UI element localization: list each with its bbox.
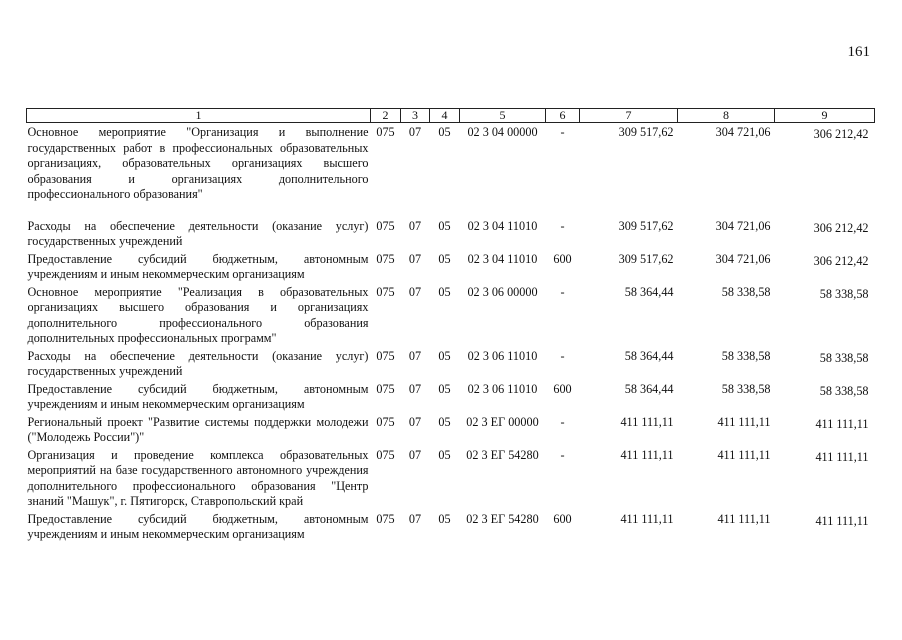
ministry-code: 075 xyxy=(376,447,395,462)
row-description: Расходы на обеспечение деятельности (оказание услуг) государственных учреждений xyxy=(27,348,369,378)
amount-col-9: 58 338,58 xyxy=(819,383,869,398)
expense-type: - xyxy=(560,125,565,139)
target-article: 02 3 04 11010 xyxy=(467,218,538,233)
section-code: 07 xyxy=(408,511,422,526)
table-row xyxy=(27,347,875,380)
table-row xyxy=(27,413,875,446)
amount-col-9: 411 111,11 xyxy=(815,513,869,528)
ministry-code: 075 xyxy=(376,218,395,233)
subsection-code: 05 xyxy=(438,447,451,462)
section-code: 07 xyxy=(408,348,422,363)
page-number: 161 xyxy=(847,44,870,60)
expense-type: - xyxy=(560,414,565,429)
amount-col-8: 411 111,11 xyxy=(717,414,771,429)
table-row xyxy=(27,510,875,543)
budget-table xyxy=(26,108,875,543)
header-cell: 3 xyxy=(401,109,430,123)
amount-col-8: 411 111,11 xyxy=(717,511,771,526)
amount-col-8: 58 338,58 xyxy=(721,348,771,363)
amount-col-7: 411 111,11 xyxy=(620,414,674,429)
header-cell: 2 xyxy=(371,109,401,123)
amount-col-7: 58 364,44 xyxy=(624,284,674,299)
target-article: 02 3 06 11010 xyxy=(467,381,538,396)
section-code: 07 xyxy=(408,251,422,266)
ministry-code: 075 xyxy=(376,125,395,139)
subsection-code: 05 xyxy=(438,414,451,429)
subsection-code: 05 xyxy=(438,511,451,526)
ministry-code: 075 xyxy=(376,381,395,396)
amount-col-7: 309 517,62 xyxy=(618,125,674,139)
subsection-code: 05 xyxy=(438,348,451,363)
ministry-code: 075 xyxy=(376,284,395,299)
header-cell: 6 xyxy=(546,109,580,123)
amount-col-8: 304 721,06 xyxy=(715,218,771,233)
subsection-code: 05 xyxy=(438,284,451,299)
ministry-code: 075 xyxy=(376,348,395,363)
amount-col-9: 411 111,11 xyxy=(815,416,869,431)
amount-col-9: 58 338,58 xyxy=(819,286,869,301)
table-row xyxy=(27,446,875,510)
amount-col-8: 58 338,58 xyxy=(721,284,771,299)
amount-col-9: 306 212,42 xyxy=(813,127,869,141)
amount-col-7: 411 111,11 xyxy=(620,447,674,462)
header-cell: 5 xyxy=(460,109,546,123)
expense-type: - xyxy=(560,447,565,462)
amount-col-7: 309 517,62 xyxy=(618,251,674,266)
amount-col-8: 304 721,06 xyxy=(715,251,771,266)
amount-col-9: 306 212,42 xyxy=(813,253,869,268)
header-cell: 4 xyxy=(430,109,460,123)
section-code: 07 xyxy=(408,414,422,429)
row-description: Предоставление субсидий бюджетным, автономным учреждениям и иным некоммерческим организациям xyxy=(27,381,369,411)
subsection-code: 05 xyxy=(438,218,451,233)
header-cell: 7 xyxy=(580,109,678,123)
expense-type: - xyxy=(560,284,565,299)
table-row xyxy=(27,283,875,347)
amount-col-7: 309 517,62 xyxy=(618,218,674,233)
target-article: 02 3 ЕГ 54280 xyxy=(466,447,539,462)
section-code: 07 xyxy=(408,447,422,462)
table-row xyxy=(27,217,875,250)
ministry-code: 075 xyxy=(376,511,395,526)
subsection-code: 05 xyxy=(438,125,451,139)
row-description: Расходы на обеспечение деятельности (оказание услуг) государственных учреждений xyxy=(27,218,369,248)
header-cell: 1 xyxy=(27,109,371,123)
target-article: 02 3 04 11010 xyxy=(467,251,538,266)
amount-col-8: 411 111,11 xyxy=(717,447,771,462)
table-header-row xyxy=(27,109,875,123)
ministry-code: 075 xyxy=(376,251,395,266)
amount-col-9: 411 111,11 xyxy=(815,449,869,464)
table-row xyxy=(27,250,875,283)
table-row xyxy=(27,123,875,203)
row-description: Региональный проект "Развитие системы поддержки молодежи ("Молодежь России")" xyxy=(27,414,369,444)
amount-col-7: 58 364,44 xyxy=(624,381,674,396)
header-cell: 8 xyxy=(678,109,775,123)
section-code: 07 xyxy=(408,218,422,233)
target-article: 02 3 06 00000 xyxy=(467,284,538,299)
target-article: 02 3 06 11010 xyxy=(467,348,538,363)
section-code: 07 xyxy=(408,284,422,299)
row-description: Предоставление субсидий бюджетным, автономным учреждениям и иным некоммерческим организациям xyxy=(27,251,369,281)
expense-type: 600 xyxy=(553,511,572,526)
section-code: 07 xyxy=(408,381,422,396)
row-description: Предоставление субсидий бюджетным, автономным учреждениям и иным некоммерческим организациям xyxy=(27,511,369,541)
subsection-code: 05 xyxy=(438,251,451,266)
amount-col-9: 306 212,42 xyxy=(813,220,869,235)
row-description: Основное мероприятие "Организация и выполнение государственных работ в профессиональных образовательных организациях, образовательных организациях высшего образования и организациях дополнительного профессионального образования" xyxy=(27,125,369,201)
section-code: 07 xyxy=(408,125,422,139)
expense-type: 600 xyxy=(553,381,572,396)
target-article: 02 3 ЕГ 54280 xyxy=(466,511,539,526)
expense-type: - xyxy=(560,218,565,233)
amount-col-7: 58 364,44 xyxy=(624,348,674,363)
target-article: 02 3 ЕГ 00000 xyxy=(466,414,539,429)
amount-col-9: 58 338,58 xyxy=(819,350,869,365)
expense-type: - xyxy=(560,348,565,363)
amount-col-8: 58 338,58 xyxy=(721,381,771,396)
row-description: Организация и проведение комплекса образовательных мероприятий на базе государственного автономного учреждения дополнительного профессионального образования "Центр знаний "Машук", г. Пятигорск, Ставропольский край xyxy=(27,447,369,508)
amount-col-8: 304 721,06 xyxy=(715,125,771,139)
target-article: 02 3 04 00000 xyxy=(467,125,538,139)
row-description: Основное мероприятие "Реализация в образовательных организациях высшего образования и организациях дополнительного профессионального образования дополнительных профессиональных программ" xyxy=(27,284,369,345)
table-row xyxy=(27,380,875,413)
expense-type: 600 xyxy=(553,251,572,266)
subsection-code: 05 xyxy=(438,381,451,396)
header-cell: 9 xyxy=(775,109,875,123)
amount-col-7: 411 111,11 xyxy=(620,511,674,526)
ministry-code: 075 xyxy=(376,414,395,429)
